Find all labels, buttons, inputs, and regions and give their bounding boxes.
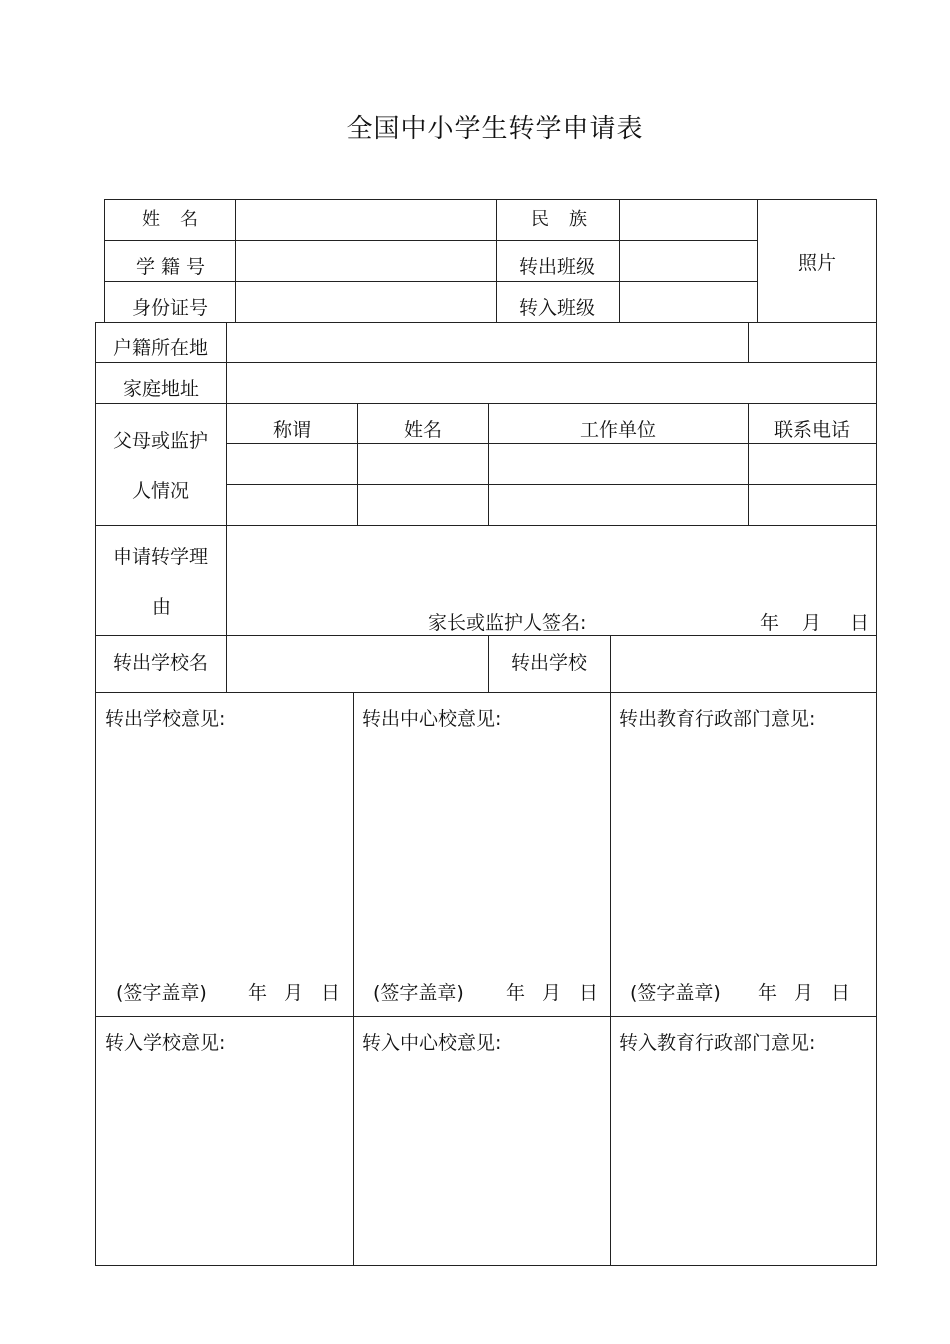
household-registration-field[interactable] xyxy=(227,323,748,362)
date-month-3: 月 xyxy=(794,982,814,1004)
seal-label-2: (签字盖章) xyxy=(373,982,464,1004)
seal-label-1: (签字盖章) xyxy=(116,982,207,1004)
guardian-row2-name[interactable] xyxy=(358,485,488,525)
guardian-row2-phone[interactable] xyxy=(749,485,876,525)
photo-area[interactable] xyxy=(758,200,876,322)
home-address-label: 家庭地址 xyxy=(123,378,200,400)
reason-date-day: 日 xyxy=(850,612,870,634)
name-label: 姓名 xyxy=(142,209,218,230)
reason-label-line2: 由 xyxy=(152,596,172,618)
guardian-header-relation: 称谓 xyxy=(273,419,312,441)
seal-label-3: (签字盖章) xyxy=(630,982,721,1004)
reason-date-year: 年 xyxy=(760,612,780,634)
guardian-header-name: 姓名 xyxy=(404,419,443,441)
out-school-opinion-field[interactable] xyxy=(96,740,353,970)
out-education-dept-opinion-label: 转出教育行政部门意见: xyxy=(619,708,816,730)
out-center-school-opinion-label: 转出中心校意见: xyxy=(362,708,502,730)
date-day-1: 日 xyxy=(321,982,341,1004)
in-school-opinion-field[interactable] xyxy=(96,1064,353,1264)
date-month-2: 月 xyxy=(542,982,562,1004)
guardian-header-phone: 联系电话 xyxy=(774,419,851,441)
household-registration-label: 户籍所在地 xyxy=(113,337,209,359)
date-year-1: 年 xyxy=(248,982,268,1004)
in-education-dept-opinion-label: 转入教育行政部门意见: xyxy=(619,1032,816,1054)
reason-label-line1: 申请转学理 xyxy=(113,546,209,568)
date-day-3: 日 xyxy=(831,982,851,1004)
guardian-row1-name[interactable] xyxy=(358,444,488,484)
guardian-row2-relation[interactable] xyxy=(227,485,357,525)
transfer-in-class-field[interactable] xyxy=(620,282,757,322)
parent-signature-label: 家长或监护人签名: xyxy=(428,612,587,634)
guardian-row1-workplace[interactable] xyxy=(489,444,748,484)
ethnicity-field[interactable] xyxy=(620,200,757,240)
guardian-row1-phone[interactable] xyxy=(749,444,876,484)
out-school-name-label: 转出学校名 xyxy=(113,652,209,674)
out-school-opinion-label: 转出学校意见: xyxy=(105,708,226,730)
out-school-field[interactable] xyxy=(611,636,876,692)
guardian-row2-workplace[interactable] xyxy=(489,485,748,525)
date-day-2: 日 xyxy=(579,982,599,1004)
transfer-out-class-field[interactable] xyxy=(620,241,757,281)
in-center-school-opinion-field[interactable] xyxy=(354,1064,610,1264)
in-school-opinion-label: 转入学校意见: xyxy=(105,1032,226,1054)
page-title: 全国中小学生转学申请表 xyxy=(346,114,644,144)
guardian-row1-relation[interactable] xyxy=(227,444,357,484)
guardian-header-workplace: 工作单位 xyxy=(580,419,657,441)
id-number-label: 身份证号 xyxy=(132,297,209,319)
out-school-name-field[interactable] xyxy=(227,636,488,692)
id-number-field[interactable] xyxy=(236,282,496,322)
date-year-3: 年 xyxy=(758,982,778,1004)
out-education-dept-opinion-field[interactable] xyxy=(611,740,876,970)
home-address-field[interactable] xyxy=(227,363,876,403)
photo-label: 照片 xyxy=(798,252,837,274)
out-center-school-opinion-field[interactable] xyxy=(354,740,610,970)
ethnicity-label: 民族 xyxy=(531,209,607,230)
out-school-label: 转出学校 xyxy=(511,652,588,674)
student-id-field[interactable] xyxy=(236,241,496,281)
date-month-1: 月 xyxy=(284,982,304,1004)
in-center-school-opinion-label: 转入中心校意见: xyxy=(362,1032,502,1054)
reason-field[interactable] xyxy=(227,526,876,606)
in-education-dept-opinion-field[interactable] xyxy=(611,1064,876,1264)
guardian-label-line2: 人情况 xyxy=(132,480,190,502)
reason-date-month: 月 xyxy=(802,612,822,634)
transfer-in-class-label: 转入班级 xyxy=(519,297,596,319)
transfer-out-class-label: 转出班级 xyxy=(519,256,596,278)
name-field[interactable] xyxy=(236,200,496,240)
student-id-label: 学籍号 xyxy=(136,256,212,278)
guardian-label-line1: 父母或监护 xyxy=(113,430,209,452)
date-year-2: 年 xyxy=(506,982,526,1004)
